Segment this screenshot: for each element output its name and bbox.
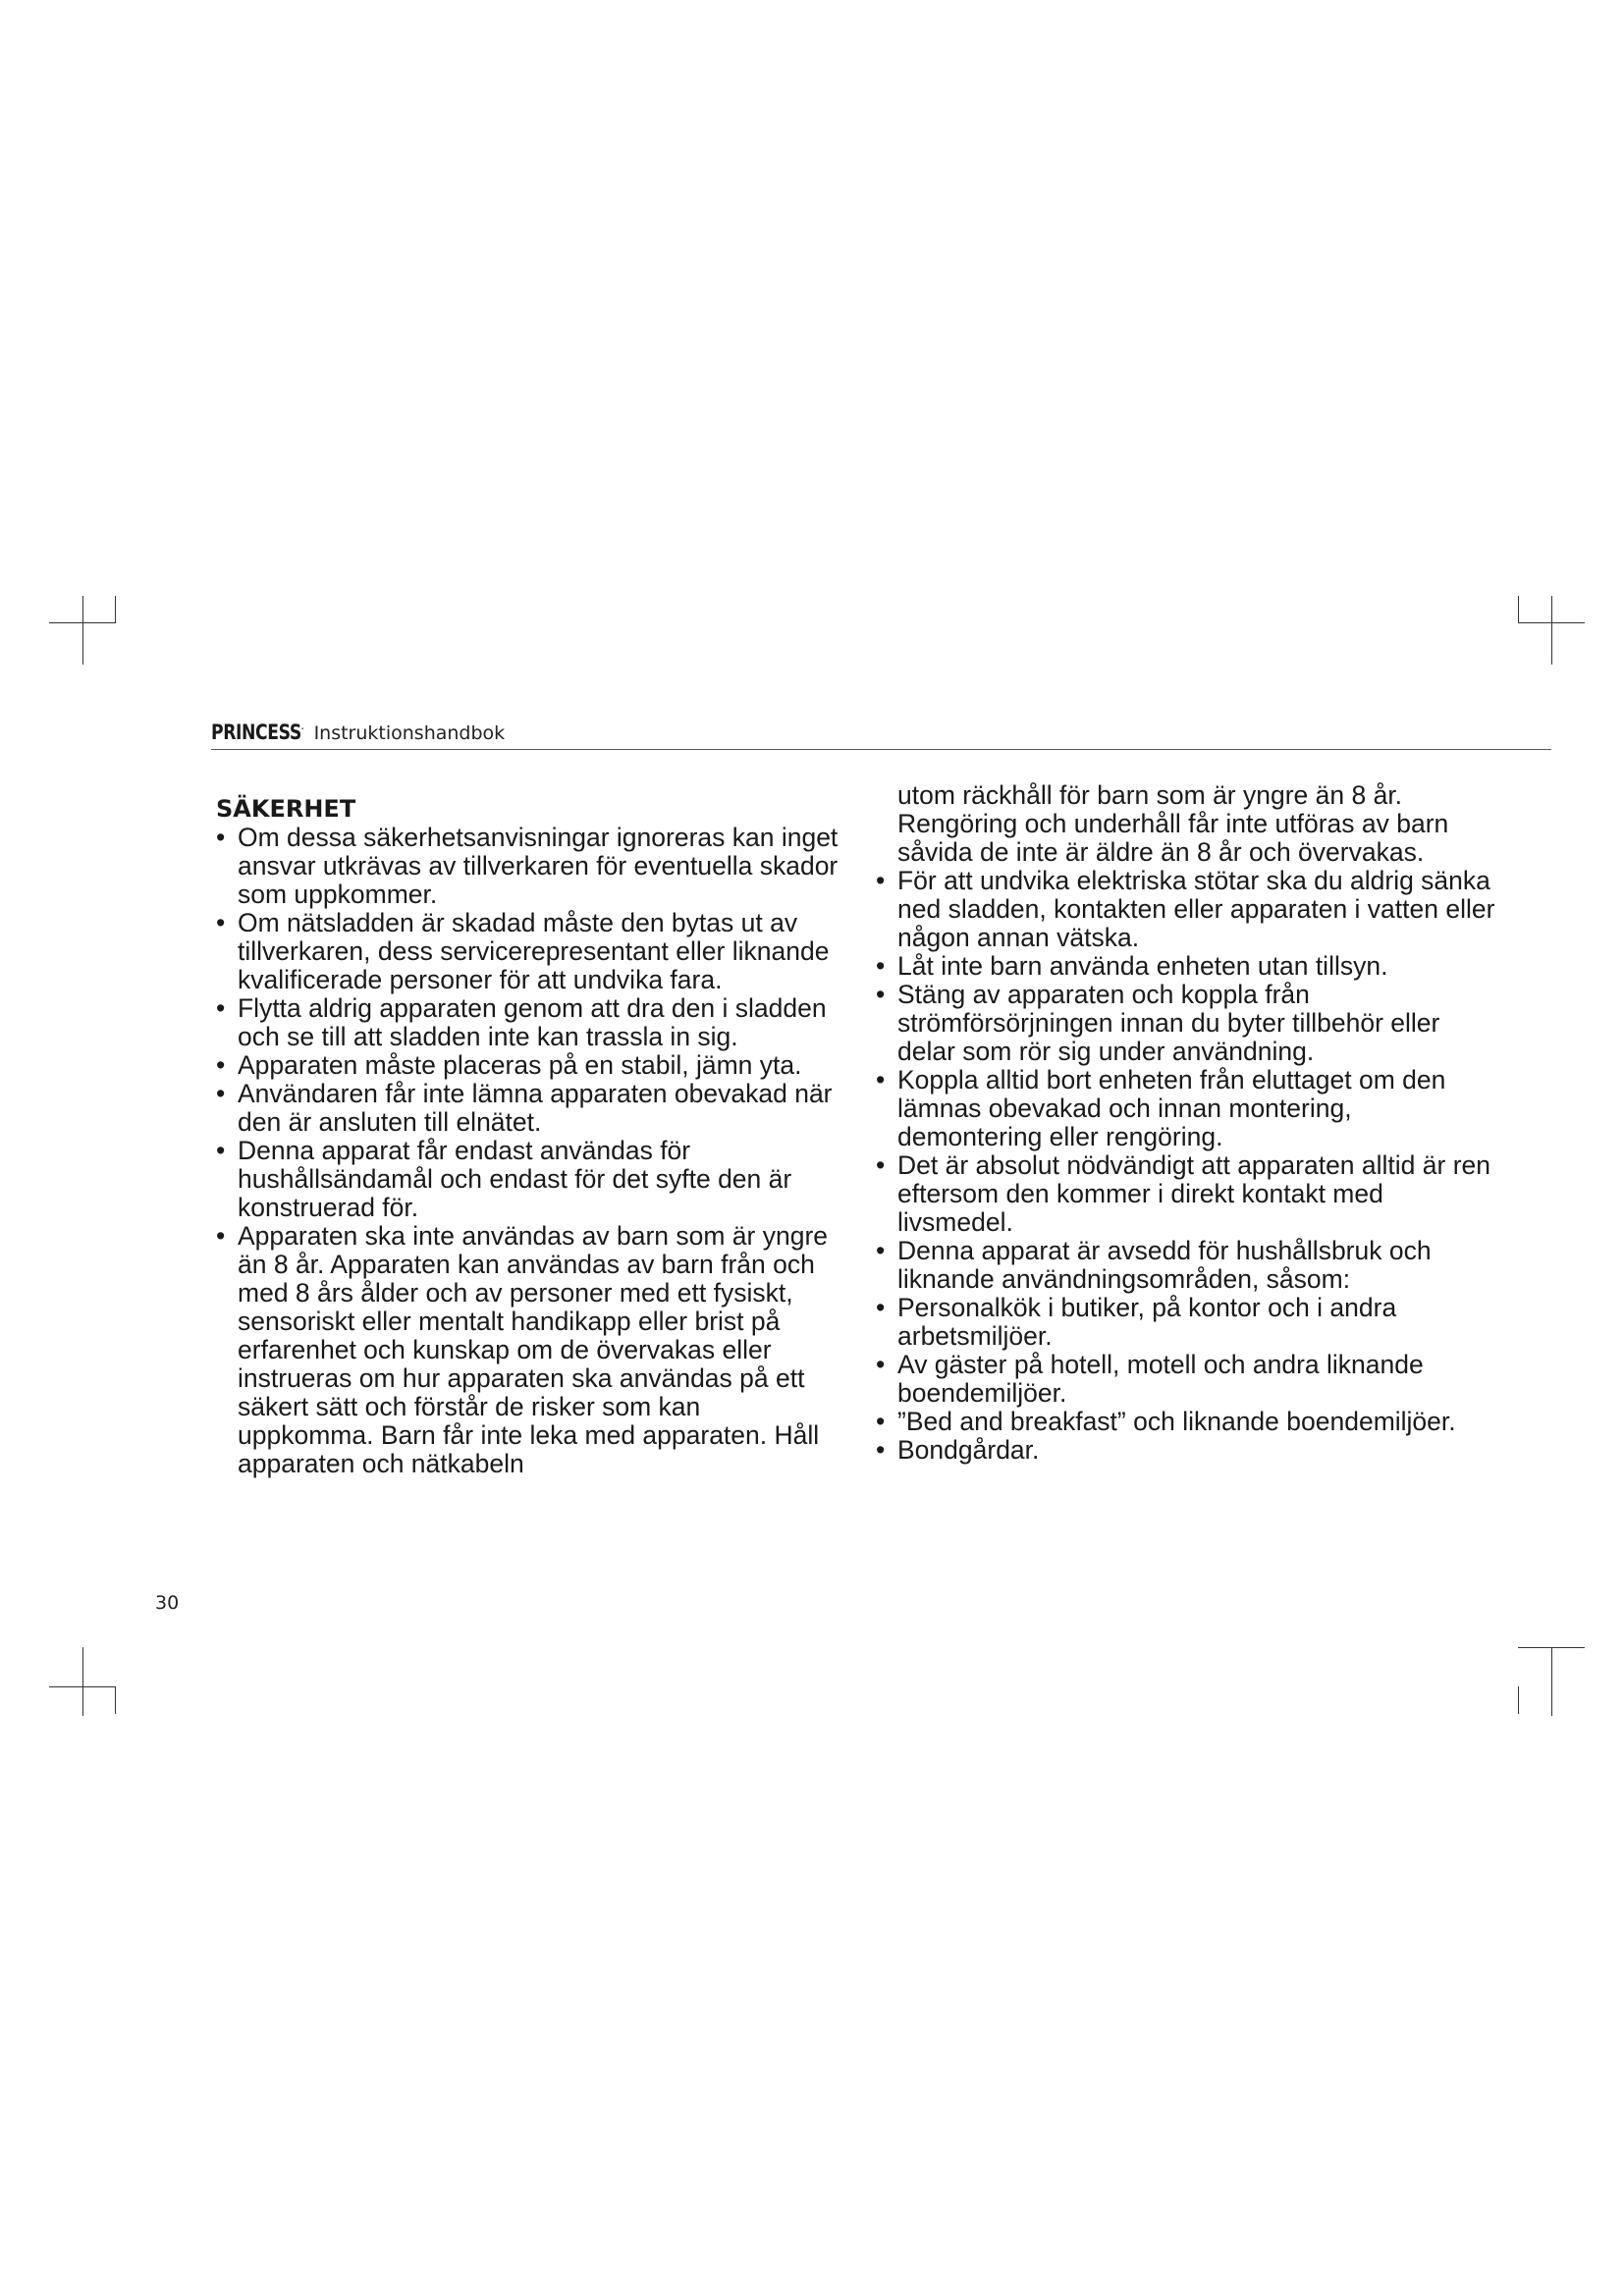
crop-mark-top-left-v2 [115, 596, 116, 623]
list-item: • Det är absolut nödvändigt att apparaten alltid är ren eftersom den kommer i direkt kontakt med livsmedel. [874, 1151, 1502, 1237]
left-column [214, 781, 842, 1478]
section-title: SÄKERHET [216, 795, 356, 823]
crop-mark-bottom-left-v [82, 1647, 83, 1716]
list-item: • Apparaten ska inte användas av barn som är yngre än 8 år. Apparaten kan användas av barn från och med 8 års ålder och av personer med ett fysiskt, sensoriskt eller mentalt handikapp eller brist på erfarenhet och kunskap om de övervakas eller instrueras om hur apparaten ska användas på ett säkert sätt och förstår de risker som kan uppkomma. Barn får inte leka med apparaten. Håll apparaten och nätkabeln [214, 1222, 842, 1478]
crop-mark-top-right-v2 [1518, 596, 1519, 623]
header-subtitle: Instruktionshandbok [313, 722, 506, 744]
page-number: 30 [155, 1592, 180, 1614]
list-item: • Användaren får inte lämna apparaten obevakad när den är ansluten till elnätet. [214, 1080, 842, 1137]
crop-mark-bottom-right-v2 [1518, 1686, 1519, 1714]
left-bullet-list [214, 824, 842, 1478]
list-item: • För att undvika elektriska stötar ska du aldrig sänka ned sladden, kontakten eller apparaten i vatten eller någon annan vätska. [874, 867, 1502, 952]
list-item: • Apparaten måste placeras på en stabil, jämn yta. [214, 1051, 842, 1080]
crop-mark-top-left-v [82, 596, 83, 665]
list-item: • Om nätsladden är skadad måste den bytas ut av tillverkaren, dess servicerepresentant eller liknande kvalificerade personer för att undvika fara. [214, 909, 842, 994]
list-item: • Flytta aldrig apparaten genom att dra den i sladden och se till att sladden inte kan trassla in sig. [214, 994, 842, 1051]
list-item: • Stäng av apparaten och koppla från strömförsörjningen innan du byter tillbehör eller delar som rör sig under användning. [874, 981, 1502, 1066]
page-header [211, 705, 1551, 744]
crop-mark-bottom-right-v [1551, 1647, 1552, 1716]
list-item: • Denna apparat får endast användas för hushållsändamål och endast för det syfte den är konstruerad för. [214, 1137, 842, 1222]
crop-mark-bottom-left-v2 [115, 1686, 116, 1714]
list-item: • Personalkök i butiker, på kontor och i andra arbetsmiljöer. [874, 1294, 1502, 1351]
continued-text: utom räckhåll för barn som är yngre än 8 år. Rengöring och underhåll får inte utföras av barn såvida de inte är äldre än 8 år och övervakas. [897, 780, 1449, 867]
list-item: • ”Bed and breakfast” och liknande boendemiljöer. [874, 1408, 1502, 1436]
list-item: • Koppla alltid bort enheten från eluttaget om den lämnas obevakad och innan montering, demontering eller rengöring. [874, 1066, 1502, 1151]
list-item: • Om dessa säkerhetsanvisningar ignoreras kan inget ansvar utkrävas av tillverkaren för eventuella skador som uppkommer. [214, 824, 842, 909]
list-item: • Låt inte barn använda enheten utan tillsyn. [874, 952, 1502, 981]
brand-logo-text: PRINCESS [211, 721, 301, 744]
right-bullet-list [874, 867, 1502, 1465]
list-item: • Av gäster på hotell, motell och andra liknande boendemiljöer. [874, 1351, 1502, 1408]
right-column [874, 781, 1502, 1465]
brand-logo: PRINCESS· [211, 721, 303, 744]
header-divider [211, 749, 1551, 750]
crop-mark-top-right-v [1551, 596, 1552, 665]
list-item: • Bondgårdar. [874, 1436, 1502, 1465]
list-item: • Denna apparat är avsedd för hushållsbruk och liknande användningsområden, såsom: [874, 1237, 1502, 1294]
